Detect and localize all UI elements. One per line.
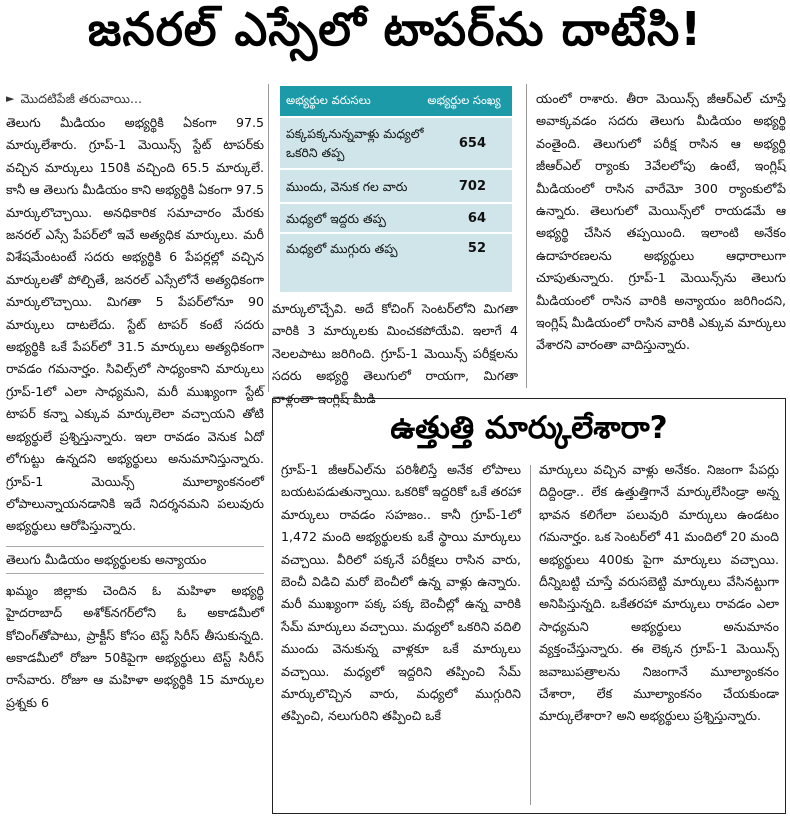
table-cell-label: మధ్యలో ముగ్గురు తప్ప	[286, 240, 398, 256]
continuation-kicker	[6, 88, 264, 110]
right-paragraph: యంలో రాశారు. తీరా మెయిన్స్ జీఆర్‌ఎల్ చూస్తే అవాక్కవడం సదరు తెలుగు మీడియం అభ్యర్థి వంతైంది. తెలుగులో పరీక్ష రాసిన ఆ అభ్యర్థి జీఆర్‌ఎల్ ర్యాంకు 3వేలలోపు ఉంటే, ఇంగ్లిష్ మీడియంలో రాసిన వారేమో 300 ర్యాంకులోపే ఉన్నారు. తెలుగులో మెయిన్స్‌లో రాయడమే ఆ అభ్యర్థి చేసిన తప్పయింది. ఇలాంటి అనేకం ఉదాహరణలను అభ్యర్థులు ఆధారాలుగా చూపుతున్నారు. గ్రూప్-1 మెయిన్స్‌ను తెలుగు మీడియంలో రాసిన వారికి అన్యాయం జరిగిందని, ఇంగ్లిష్ మీడియంలో రాసిన వారికి ఎక్కువ మార్కులు వేశారని వారంతా వాదిస్తున్నారు.	[536, 91, 786, 353]
table-row	[280, 202, 512, 232]
column-divider-left	[268, 84, 269, 392]
middle-column	[272, 298, 518, 406]
table-row	[280, 116, 512, 168]
table-cell-value: 702	[458, 178, 486, 194]
boxed-column-2	[539, 459, 779, 809]
boxed-paragraph-2: మార్కులు వచ్చిన వాళ్లు అనేకం. నిజంగా పేపర్లు దిద్దిండ్రా.. లేక ఉత్తుత్తిగానే మార్కులేసిండ్రా అన్న భావన కలిగేలా పలువురి మార్కులు ఉండటం గమనార్హం. ఒక సెంటర్‌లో 41 మందిలో 20 మంది అభ్యర్థులు 400కు పైగా మార్కులు వచ్చాయి. దీన్నిబట్టి చూస్తే వరుసబెట్టి మార్కులు వేసినట్టుగా అనిపిస్తున్నది. ఒకేతరహా మార్కులు రావడం ఎలా సాధ్యమని అభ్యర్థులు అనుమానం వ్యక్తంచేస్తున్నారు. ఈ లెక్కన గ్రూప్-1 మెయిన్స్ జవాబుపత్రాలను నిజంగానే మూల్యాంకనం చేశారా, లేక మూల్యాంకనం చేయకుండా మార్కులేశారా? అని అభ్యర్థులు ప్రశ్నిస్తున్నారు.	[539, 462, 779, 724]
subheading: తెలుగు మీడియం అభ్యర్థులకు అన్యాయం	[6, 546, 264, 574]
left-paragraph-1: తెలుగు మీడియం అభ్యర్థికి ఏకంగా 97.5 మార్కులేశారు. గ్రూప్-1 మెయిన్స్ స్టేట్ టాపర్‌కు వచ్చిన మార్కులు 150కి వచ్చింది 65.5 మార్కులే. కానీ ఆ తెలుగు మీడియం కాని అభ్యర్థికి ఏకంగా 97.5 మార్కులొచ్చాయి. అనధికారిక సమాచారం మేరకు జనరల్ ఎస్సే పేపర్‌లో ఇవే అత్యధిక మార్కులు. మరీ విశేషమేంటంటే సదరు అభ్యర్థికి 6 పేపర్లల్లో వచ్చిన మార్కులతో పోల్చితే, జనరల్ ఎస్సేలోనే అత్యధికంగా మార్కులొచ్చాయి. మిగతా 5 పేపర్‌లోనూ 90 మార్కులు దాటలేదు. స్టేట్ టాపర్ కంటే సదరు అభ్యర్థికి ఒకే పేపర్‌లో 31.5 మార్కులు అత్యధికంగా రావడం గమనార్హం. సివిల్స్‌లో సాధ్యంకాని మార్కులు గ్రూప్-1లో ఎలా సాధ్యమని, మరీ ముఖ్యంగా స్టేట్ టాపర్ కన్నా ఎక్కువ మార్కులెలా వచ్చాయని తోటి అభ్యర్థులే ప్రశ్నిస్తున్నారు. ఇలా రావడం వెనుక ఏదో లోగుట్టు ఉన్నదని అభ్యర్థులు అనుమానిస్తున్నారు. గ్రూప్-1 మెయిన్స్ మూల్యాంకనంలో లోపాలున్నాయనడానికి ఇదే నిదర్శనమని పలువురు అభ్యర్థులు ఆరోపిస్తున్నారు.	[6, 115, 264, 534]
table-header-rows: అభ్యర్థుల వరుసలు	[286, 92, 371, 107]
stats-table	[280, 86, 512, 292]
table-cell-label: ముందు, వెనుక గల వారు	[286, 178, 408, 194]
table-row	[280, 168, 512, 202]
arrow-right-icon: ►	[6, 92, 15, 105]
table-header-row	[280, 86, 512, 116]
boxed-story	[272, 398, 786, 814]
right-column	[536, 88, 786, 388]
table-cell-value: 64	[467, 210, 486, 226]
boxed-story-title: ఉత్తుత్తి మార్కులేశారా?	[390, 409, 668, 446]
table-cell-value: 52	[467, 240, 486, 256]
table-cell-label: పక్కపక్కనున్నవాళ్లు మధ్యలో ఒకరిని తప్ప	[286, 126, 424, 160]
boxed-column-1	[281, 459, 521, 809]
boxed-paragraph-1: గ్రూప్-1 జీఆర్‌ఎల్‌ను పరిశీలిస్తే అనేక లోపాలు బయటపడుతున్నాయి. ఒకరికో ఇద్దరికో ఒకే తరహా మార్కులు రావడం సహజం.. కానీ గ్రూప్-1లో 1,472 మంది అభ్యర్థులకు ఒకే స్థాయి మార్కులు వచ్చాయి. వీరిలో పక్కనే పరీక్షలు రాసిన వారు, బెంచీ విడిచి మరో బెంచీలో ఉన్న వాళ్లు ఉన్నారు. మరీ ముఖ్యంగా పక్క పక్క బెంచీల్లో ఉన్న వారికి సేమ్ మార్కులు వచ్చాయి. మధ్యలో ఒకరిని వదిలి ముందు వెనుకున్న వాళ్లకూ ఒకే మార్కులు వచ్చాయి. మధ్యలో ఇద్దరిని తప్పించి సేమ్ మార్కులొచ్చిన వారు, మధ్యలో ముగ్గురిని తప్పించి, నలుగురిని తప్పించి ఒకే	[281, 462, 521, 724]
kicker-text: మొదటిపేజీ తరువాయి...	[20, 91, 142, 106]
column-divider-right	[526, 84, 527, 388]
table-row	[280, 232, 512, 262]
headline: జనరల్ ఎస్సేలో టాపర్‌ను దాటేసి!	[87, 2, 703, 56]
left-column	[6, 88, 264, 814]
left-paragraph-2: ఖమ్మం జిల్లాకు చెందిన ఓ మహిళా అభ్యర్థి హైదరాబాద్ అశోక్‌నగర్‌లోని ఓ అకాడమీలో కోచింగ్‌తోపాటు, ప్రాక్టీస్ కోసం టెస్ట్ సిరీస్ తీసుకున్నది. అకాడమీలో రోజూ 50కిపైగా అభ్యర్థులు టెస్ట్ సిరీస్ రాసేవారు. రోజూ ఆ మహిళా అభ్యర్థికి 15 మార్కుల ప్రశ్నకు 6	[6, 582, 264, 710]
table-cell-value: 654	[458, 135, 486, 151]
table-header-count: అభ్యర్థుల సంఖ్య	[427, 92, 501, 107]
table-cell-label: మధ్యలో ఇద్దరు తప్ప	[286, 210, 386, 226]
boxed-column-divider	[530, 465, 531, 805]
middle-paragraph: మార్కులొచ్చేవి. అదే కోచింగ్ సెంటర్‌లోని మిగతా వారికి 3 మార్కులకు మించకపోయేవి. ఇలాగే 4 నెలలపాటు జరిగింది. గ్రూప్-1 మెయిన్స్ పరీక్షలను సదరు అభ్యర్థి తెలుగులో రాయగా, మిగతా వాళ్లంతా ఇంగ్లిష్ మీడి	[272, 301, 518, 406]
